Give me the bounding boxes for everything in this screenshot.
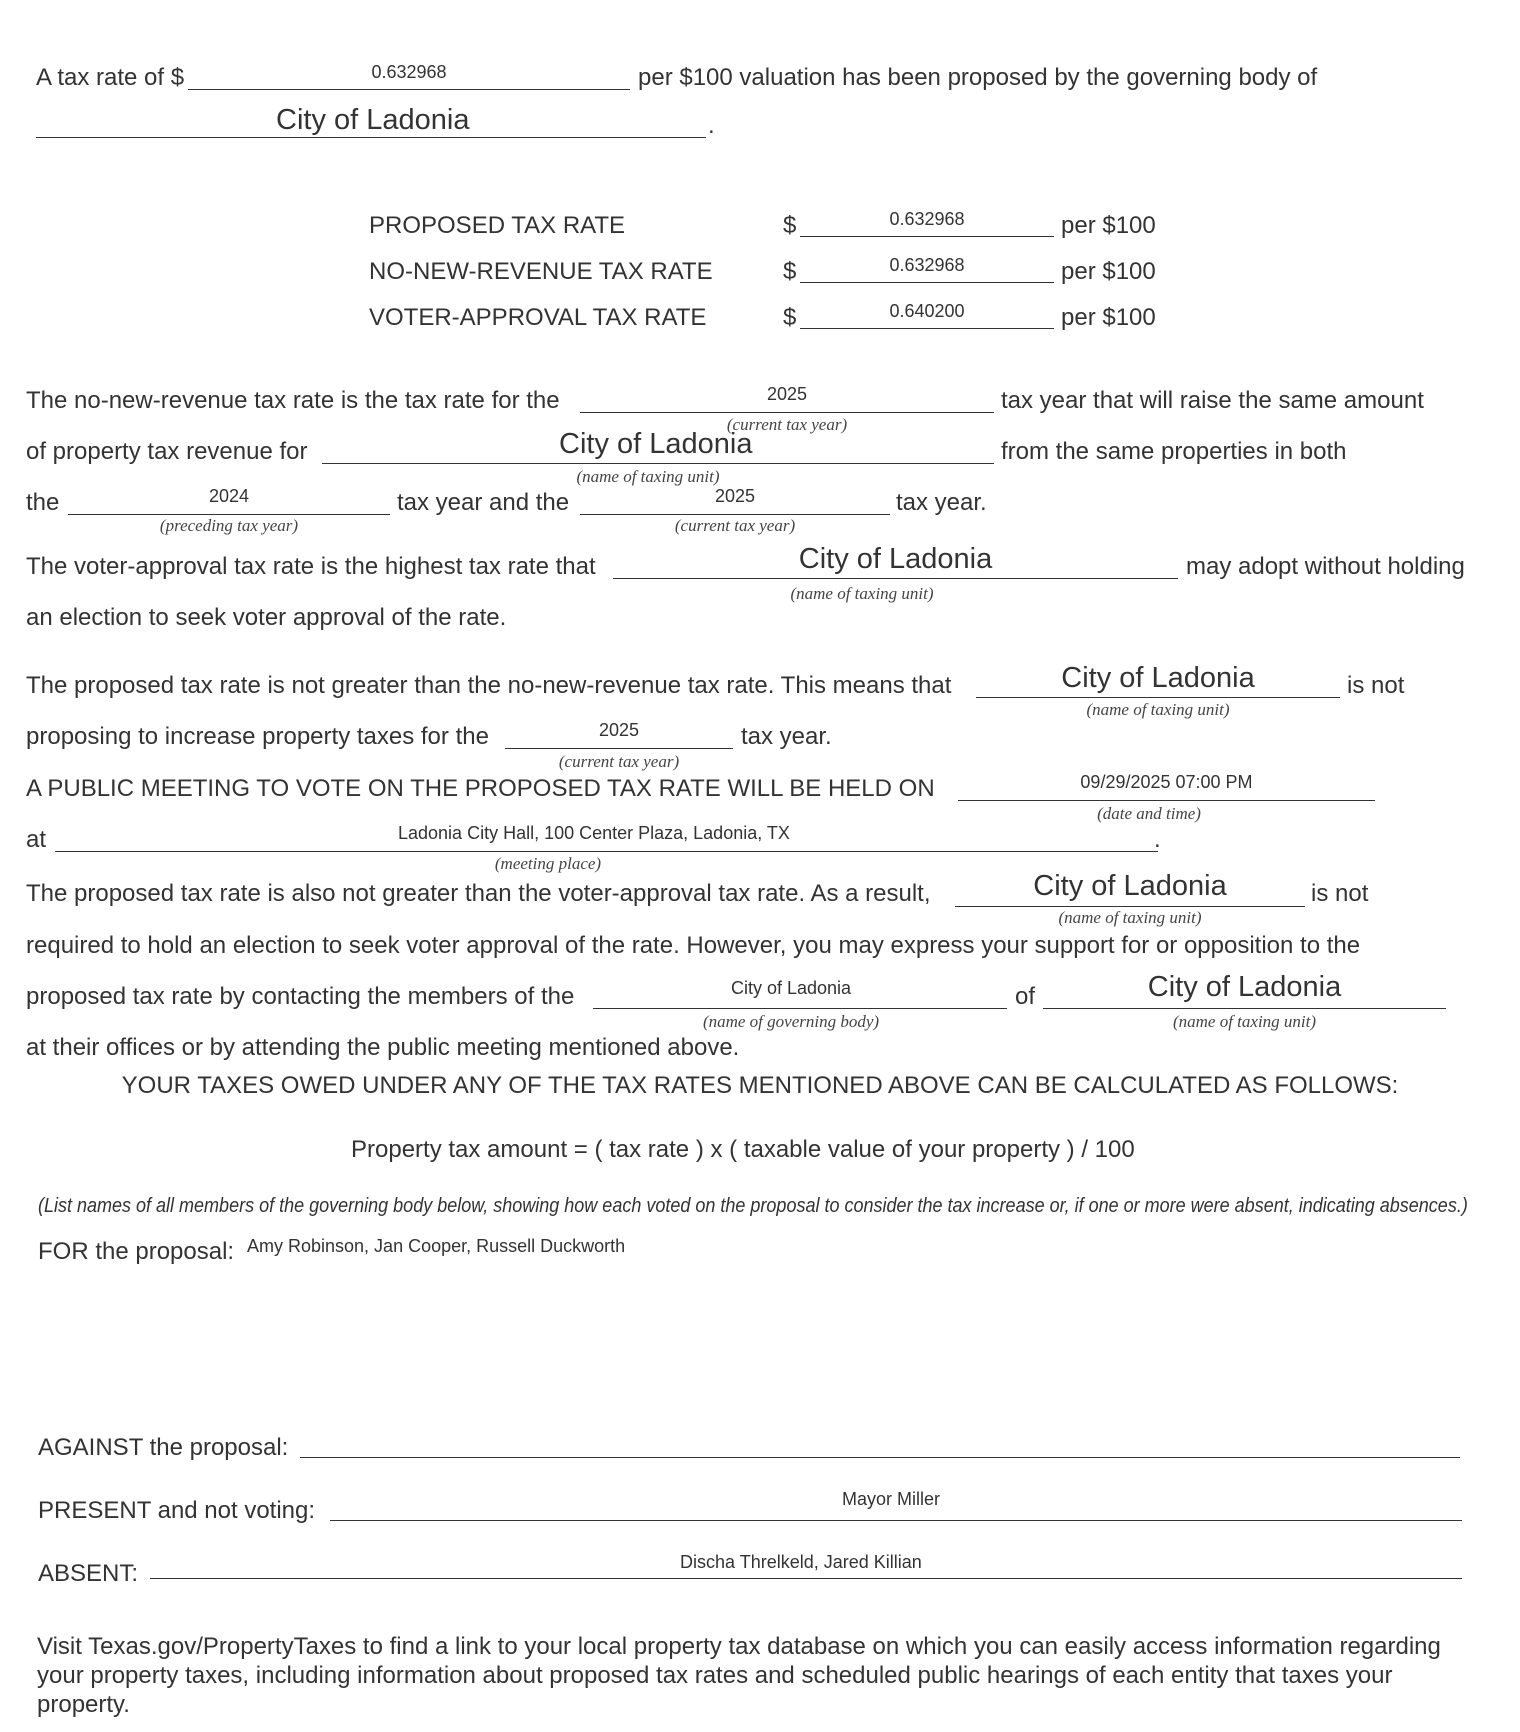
- meeting-caption-datetime: (date and time): [1097, 804, 1201, 823]
- ng-year-line: [505, 748, 733, 749]
- nnr-text-6: tax year and the: [397, 489, 570, 516]
- ng-unit-value: City of Ladonia: [1061, 662, 1255, 694]
- calc-formula: Property tax amount = ( tax rate ) x ( taxable value of your property ) / 100: [351, 1136, 1135, 1163]
- nnr-text-7: tax year.: [896, 489, 987, 516]
- meeting-place-line: [55, 851, 1158, 852]
- rate-label-nnr: NO-NEW-REVENUE TAX RATE: [369, 258, 713, 285]
- result-text-5: at their offices or by attending the public meeting mentioned above.: [26, 1034, 740, 1061]
- nnr-text-5: the: [26, 489, 60, 516]
- votes-absent-label: ABSENT:: [38, 1560, 139, 1587]
- nnr-text-4: from the same properties in both: [1001, 438, 1347, 465]
- votes-against-line: [300, 1457, 1460, 1458]
- votes-note: (List names of all members of the governing body below, showing how each voted on the proposal to consider the tax increase or, if one or more were absent, indicating absences.): [38, 1195, 1468, 1217]
- result-caption-unit2: (name of taxing unit): [1172, 1012, 1317, 1031]
- nnr-text-2: tax year that will raise the same amount: [1001, 387, 1424, 414]
- votes-absent-line: [150, 1578, 1462, 1579]
- footer-text: Visit Texas.gov/PropertyTaxes to find a link to your local property tax database on which you can easily access information regarding your property taxes, including information about proposed tax rates and scheduled public hearings of each entity that taxes your property.: [37, 1633, 1441, 1718]
- result-text-1: The proposed tax rate is also not greater than the voter-approval tax rate. As a result,: [26, 880, 931, 907]
- result-unit2-value: City of Ladonia: [1147, 971, 1342, 1003]
- ng-year-value: 2025: [598, 720, 640, 740]
- nnr-current-year-2: 2025: [714, 486, 756, 506]
- va-text-2: may adopt without holding: [1186, 553, 1465, 580]
- nnr-caption-current: (current tax year): [726, 415, 848, 434]
- nnr-current-year: 2025: [766, 384, 808, 404]
- va-caption-unit: (name of taxing unit): [790, 584, 934, 603]
- ng-text-1: The proposed tax rate is not greater than the no-new-revenue tax rate. This means that: [26, 672, 952, 699]
- intro-rate-line: [188, 89, 630, 90]
- meeting-period: .: [1154, 826, 1161, 853]
- votes-present-line: [330, 1520, 1462, 1521]
- meeting-datetime-value: 09/29/2025 07:00 PM: [1080, 772, 1253, 792]
- ng-text-4: tax year.: [741, 723, 832, 750]
- nnr-text-3: of property tax revenue for: [26, 438, 308, 465]
- va-text-3: an election to seek voter approval of the rate.: [26, 604, 507, 631]
- nnr-caption-preceding: (preceding tax year): [159, 516, 299, 535]
- rate-dollar: $: [783, 258, 797, 285]
- nnr-current2-line: [580, 514, 890, 515]
- ng-caption-unit: (name of taxing unit): [1086, 700, 1230, 719]
- intro-unit-line: [36, 137, 706, 138]
- rate-line: [800, 328, 1054, 329]
- result-caption-unit: (name of taxing unit): [1058, 908, 1202, 927]
- result-text-2: is not: [1311, 880, 1369, 907]
- votes-present-label: PRESENT and not voting:: [38, 1497, 316, 1524]
- result-text-4: proposed tax rate by contacting the members of the: [26, 983, 575, 1010]
- meeting-caption-place: (meeting place): [494, 854, 602, 873]
- ng-text-3: proposing to increase property taxes for the: [26, 723, 489, 750]
- meeting-at: at: [26, 826, 47, 853]
- nnr-unit-value: City of Ladonia: [559, 428, 753, 460]
- rate-per: per $100: [1061, 304, 1156, 331]
- rate-line: [800, 236, 1054, 237]
- result-body-value: City of Ladonia: [730, 978, 852, 998]
- rate-value-va: 0.640200: [889, 301, 965, 321]
- ng-unit-line: [976, 697, 1340, 698]
- rate-value-nnr: 0.632968: [889, 255, 965, 275]
- votes-against-label: AGAINST the proposal:: [38, 1434, 289, 1461]
- rate-per: per $100: [1061, 258, 1156, 285]
- result-text-3: required to hold an election to seek voter approval of the rate. However, you may express your support for or opposition to the: [26, 932, 1361, 959]
- result-body-line: [593, 1008, 1007, 1009]
- result-of: of: [1015, 983, 1036, 1010]
- va-unit-line: [613, 578, 1178, 579]
- votes-absent-names: Discha Threlkeld, Jared Killian: [680, 1552, 922, 1572]
- result-caption-body: (name of governing body): [702, 1012, 880, 1031]
- result-unit-value: City of Ladonia: [1033, 870, 1227, 902]
- meeting-datetime-line: [958, 800, 1375, 801]
- rate-label-proposed: PROPOSED TAX RATE: [369, 212, 626, 239]
- nnr-unit-line: [322, 463, 994, 464]
- nnr-caption-current-2: (current tax year): [674, 516, 796, 535]
- intro-text-a: A tax rate of $: [36, 64, 185, 91]
- result-unit-line: [955, 906, 1305, 907]
- va-unit-value: City of Ladonia: [798, 543, 993, 575]
- nnr-text-1: The no-new-revenue tax rate is the tax rate for the: [26, 387, 560, 414]
- meeting-text: A PUBLIC MEETING TO VOTE ON THE PROPOSED TAX RATE WILL BE HELD ON: [26, 775, 935, 802]
- meeting-place-value: Ladonia City Hall, 100 Center Plaza, Ladonia, TX: [398, 823, 790, 843]
- rate-dollar: $: [783, 212, 797, 239]
- nnr-preceding-line: [68, 514, 390, 515]
- nnr-preceding-year: 2024: [208, 486, 250, 506]
- intro-text-b: per $100 valuation has been proposed by the governing body of: [638, 64, 1318, 91]
- intro-rate-value: 0.632968: [371, 62, 447, 82]
- votes-present-names: Mayor Miller: [842, 1489, 941, 1509]
- votes-for-label: FOR the proposal:: [38, 1238, 235, 1265]
- rate-label-va: VOTER-APPROVAL TAX RATE: [369, 304, 707, 331]
- nnr-year-line: [580, 412, 994, 413]
- rate-line: [800, 282, 1054, 283]
- ng-text-2: is not: [1347, 672, 1405, 699]
- result-unit2-line: [1043, 1008, 1446, 1009]
- intro-unit-value: City of Ladonia: [276, 104, 470, 136]
- calc-heading: YOUR TAXES OWED UNDER ANY OF THE TAX RATES MENTIONED ABOVE CAN BE CALCULATED AS FOLLOWS:: [121, 1072, 1399, 1099]
- rate-per: per $100: [1061, 212, 1156, 239]
- ng-caption-year: (current tax year): [558, 752, 680, 771]
- votes-for-names: Amy Robinson, Jan Cooper, Russell Duckworth: [247, 1236, 626, 1256]
- nnr-caption-unit: (name of taxing unit): [576, 467, 720, 486]
- intro-period: .: [708, 112, 715, 139]
- rate-value-proposed: 0.632968: [889, 209, 965, 229]
- rate-dollar: $: [783, 304, 797, 331]
- va-text-1: The voter-approval tax rate is the highest tax rate that: [26, 553, 596, 580]
